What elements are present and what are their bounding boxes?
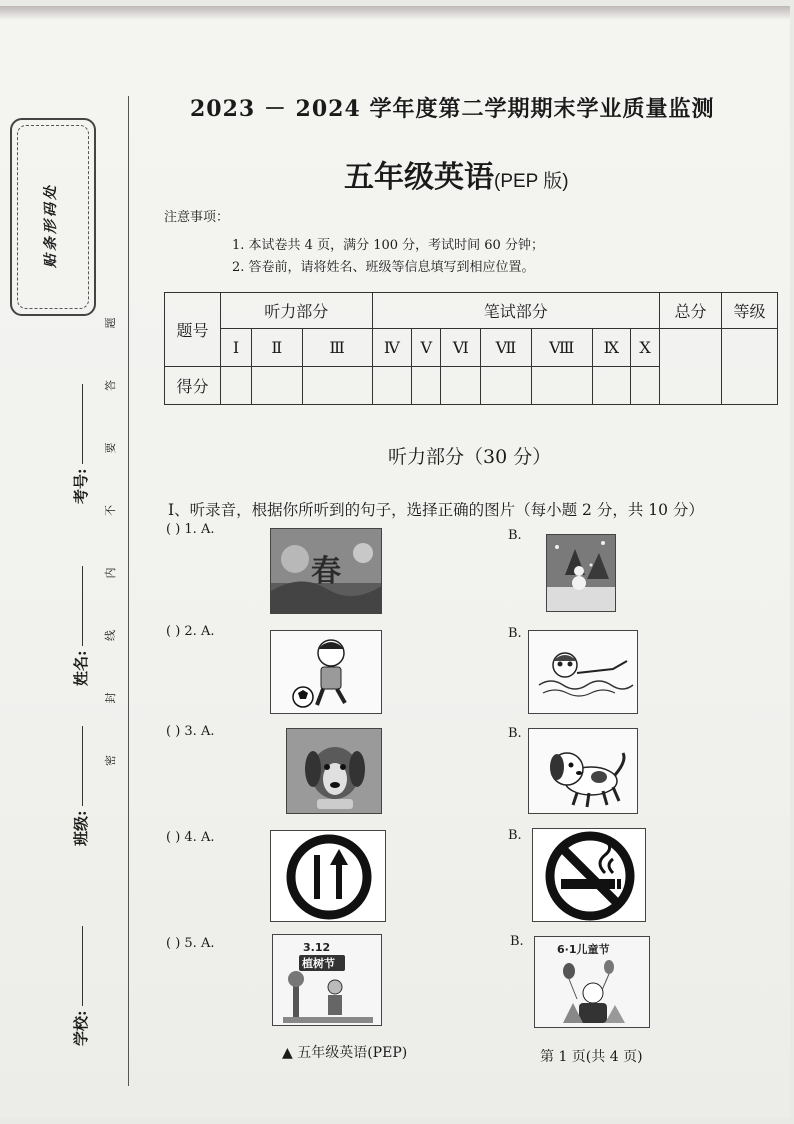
page-number: 第 1 页(共 4 页) [540,1049,643,1065]
winter-snowman-icon [546,534,616,612]
exam-number-label: 考号: [72,468,90,504]
numeral-7: Ⅶ [481,329,531,367]
name-blank [82,566,83,646]
listening-header: 听力部分 [221,293,373,329]
question-1-instruction: Ⅰ、听录音，根据你所听到的句子，选择正确的图片（每小题 2 分，共 10 分） [168,501,704,519]
tree-day-date: 3.12 [303,941,331,954]
seal-line-notice: 密 封 线 内 不 要 答 题 [104,293,117,766]
grade-cell [722,329,778,405]
item-2-option-b: B. [508,626,522,641]
keep-right-sign-icon [270,830,386,922]
item-1-option-b: B. [508,528,522,543]
tree-day-title: 植树节 [302,957,335,970]
score-row-header: 得分 [165,367,221,405]
score-cell-9 [592,367,630,405]
numeral-5: Ⅴ [412,329,441,367]
score-cell-1 [221,367,252,405]
score-cell-4 [372,367,412,405]
writing-header: 笔试部分 [372,293,659,329]
item-2-number: ( ) 2. A. [166,624,215,639]
grade-header: 等级 [722,293,778,329]
numeral-4: Ⅳ [372,329,412,367]
note-2: 2. 答卷前，请将姓名、班级等信息填写到相应位置。 [232,260,535,275]
score-table-header-row [165,293,778,329]
exam-title: 2023 － 2024 学年度第二学期期末学业质量监测 [190,96,715,122]
total-score-cell [660,329,722,405]
page-top-shadow [0,6,790,20]
note-1: 1. 本试卷共 4 页，满分 100 分，考试时间 60 分钟； [232,238,544,253]
score-cell-2 [252,367,302,405]
numeral-2: Ⅱ [252,329,302,367]
footer-triangle-icon: ▲ [282,1045,298,1061]
item-3-option-b: B. [508,726,522,741]
score-cell-7 [481,367,531,405]
no-smoking-sign-icon [532,828,646,922]
item-4-number: ( ) 4. A. [166,830,215,845]
item-5-number: ( ) 5. A. [166,936,215,951]
score-cell-6 [441,367,481,405]
exam-number-field [70,380,91,504]
dog-photo-icon [286,728,382,814]
edition: (PEP 版) [494,171,569,192]
barcode-sticker-label: 贴条形码处 [43,183,59,268]
question-number-header: 题号 [165,293,221,367]
childrens-day-title: 6·1儿童节 [557,943,610,956]
exam-number-blank [82,384,83,464]
score-cell-10 [631,367,660,405]
score-cell-5 [412,367,441,405]
class-field [70,722,91,846]
numeral-8: Ⅷ [531,329,592,367]
school-blank [82,926,83,1006]
name-field [70,562,91,686]
subject: 五年级英语 [344,160,494,195]
numeral-3: Ⅲ [302,329,372,367]
item-4-option-b: B. [508,828,522,843]
numeral-6: Ⅵ [441,329,481,367]
footer-subject-text: 五年级英语(PEP) [297,1045,408,1061]
footer-subject [282,1042,407,1062]
exam-subject-title [344,152,569,196]
item-1-number: ( ) 1. A. [166,522,215,537]
class-label: 班级: [72,810,90,846]
class-blank [82,726,83,806]
school-field [70,922,91,1046]
score-table [164,292,778,405]
spring-character: 春 [311,554,341,589]
tree-planting-day-icon [272,934,382,1026]
binding-line [128,96,129,1086]
boy-soccer-icon [270,630,382,714]
name-label: 姓名: [72,650,90,686]
numeral-1: Ⅰ [221,329,252,367]
cartoon-dog-icon [528,728,638,814]
school-label: 学校: [72,1010,90,1046]
notes-heading: 注意事项： [164,210,230,225]
boy-swimming-icon [528,630,638,714]
total-header: 总分 [660,293,722,329]
score-cell-8 [531,367,592,405]
score-cell-3 [302,367,372,405]
numeral-10: Ⅹ [631,329,660,367]
spring-scene-icon [270,528,382,614]
item-3-number: ( ) 3. A. [166,724,215,739]
exam-paper [0,6,790,1118]
listening-section-title: 听力部分（30 分） [388,446,552,468]
childrens-day-icon [534,936,650,1028]
numeral-9: Ⅸ [592,329,630,367]
item-5-option-b: B. [510,934,524,949]
score-table-numeral-row [165,329,778,367]
